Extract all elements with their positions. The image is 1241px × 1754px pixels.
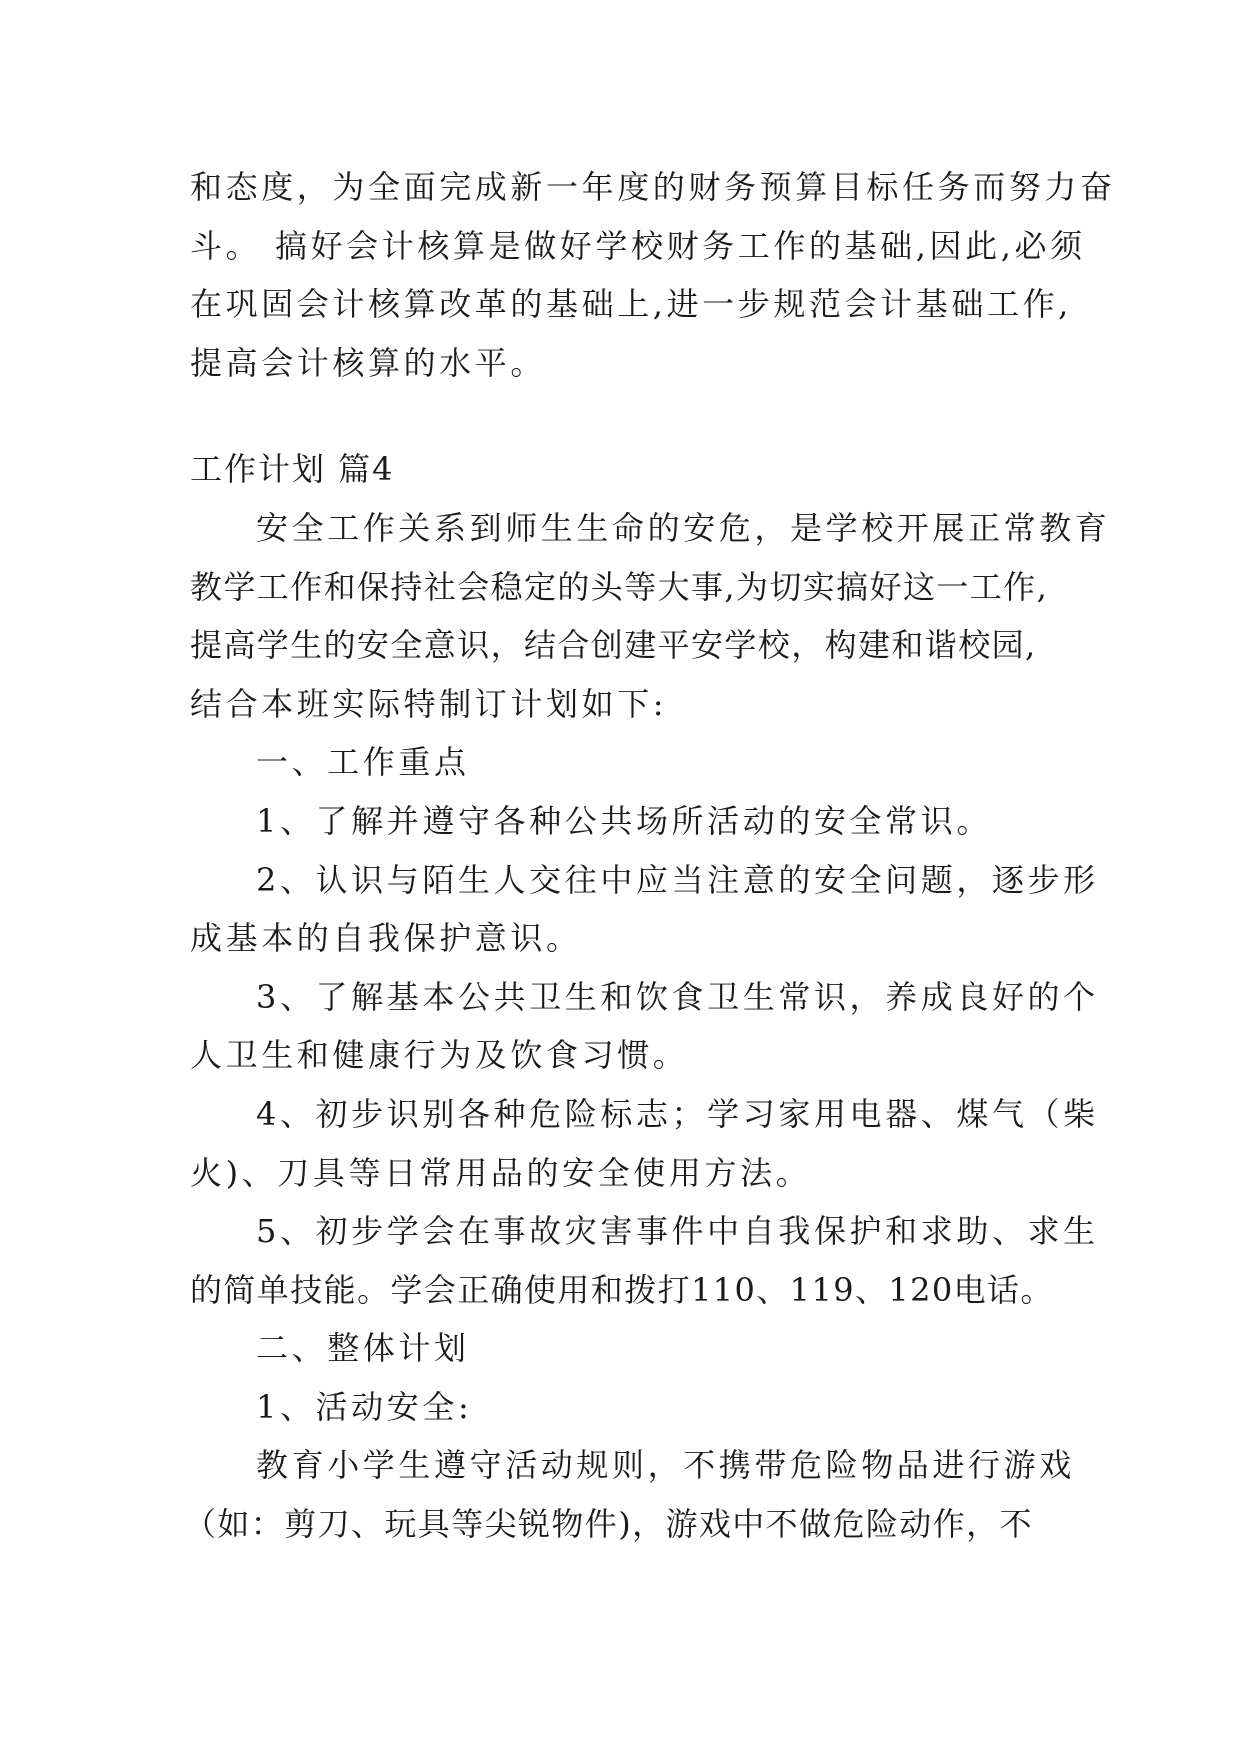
- text-line: （如：剪刀、玩具等尖锐物件)，游戏中不做危险动作，不: [184, 1505, 1033, 1544]
- list-item: 5、初步学会在事故灾害事件中自我保护和求助、求生: [256, 1212, 1099, 1251]
- paragraph-first-line: 安全工作关系到师生生命的安危，是学校开展正常教育: [256, 508, 1111, 547]
- subheading-work-focus: 一、工作重点: [256, 743, 470, 782]
- text-line: 和态度，为全面完成新一年度的财务预算目标任务而努力奋: [190, 168, 1116, 206]
- document-body: [184, 158, 1116, 1554]
- text-line: 结合本班实际特制订计划如下:: [190, 684, 668, 723]
- text-line: 在巩固会计核算改革的基础上,进一步规范会计基础工作,: [190, 285, 1072, 324]
- text-line: 成基本的自我保护意识。: [190, 919, 582, 958]
- list-item: 4、初步识别各种危险标志；学习家用电器、煤气（柴: [256, 1094, 1099, 1133]
- text-line: 火)、刀具等日常用品的安全使用方法。: [190, 1153, 812, 1192]
- subheading-overall-plan: 二、整体计划: [256, 1329, 470, 1368]
- text-line: 的简单技能。学会正确使用和拨打110、119、120电话。: [190, 1270, 1054, 1309]
- list-item: 1、了解并遵守各种公共场所活动的安全常识。: [256, 801, 992, 840]
- text-line: 斗。 搞好会计核算是做好学校财务工作的基础,因此,必须: [190, 226, 1086, 265]
- text-line: 提高学生的安全意识，结合创建平安学校，构建和谐校园,: [190, 626, 1037, 665]
- text-line: 提高会计核算的水平。: [190, 343, 547, 382]
- text-line: 人卫生和健康行为及饮食习惯。: [190, 1036, 689, 1075]
- list-item: 1、活动安全:: [256, 1387, 473, 1426]
- list-item: 2、认识与陌生人交往中应当注意的安全问题，逐步形: [256, 860, 1099, 899]
- section-heading: 工作计划 篇4: [190, 450, 395, 489]
- list-item: 3、了解基本公共卫生和饮食卫生常识，养成良好的个: [256, 977, 1099, 1016]
- text-line: 教学工作和保持社会稳定的头等大事,为切实搞好这一工作,: [190, 567, 1049, 606]
- paragraph-first-line: 教育小学生遵守活动规则，不携带危险物品进行游戏: [256, 1446, 1075, 1485]
